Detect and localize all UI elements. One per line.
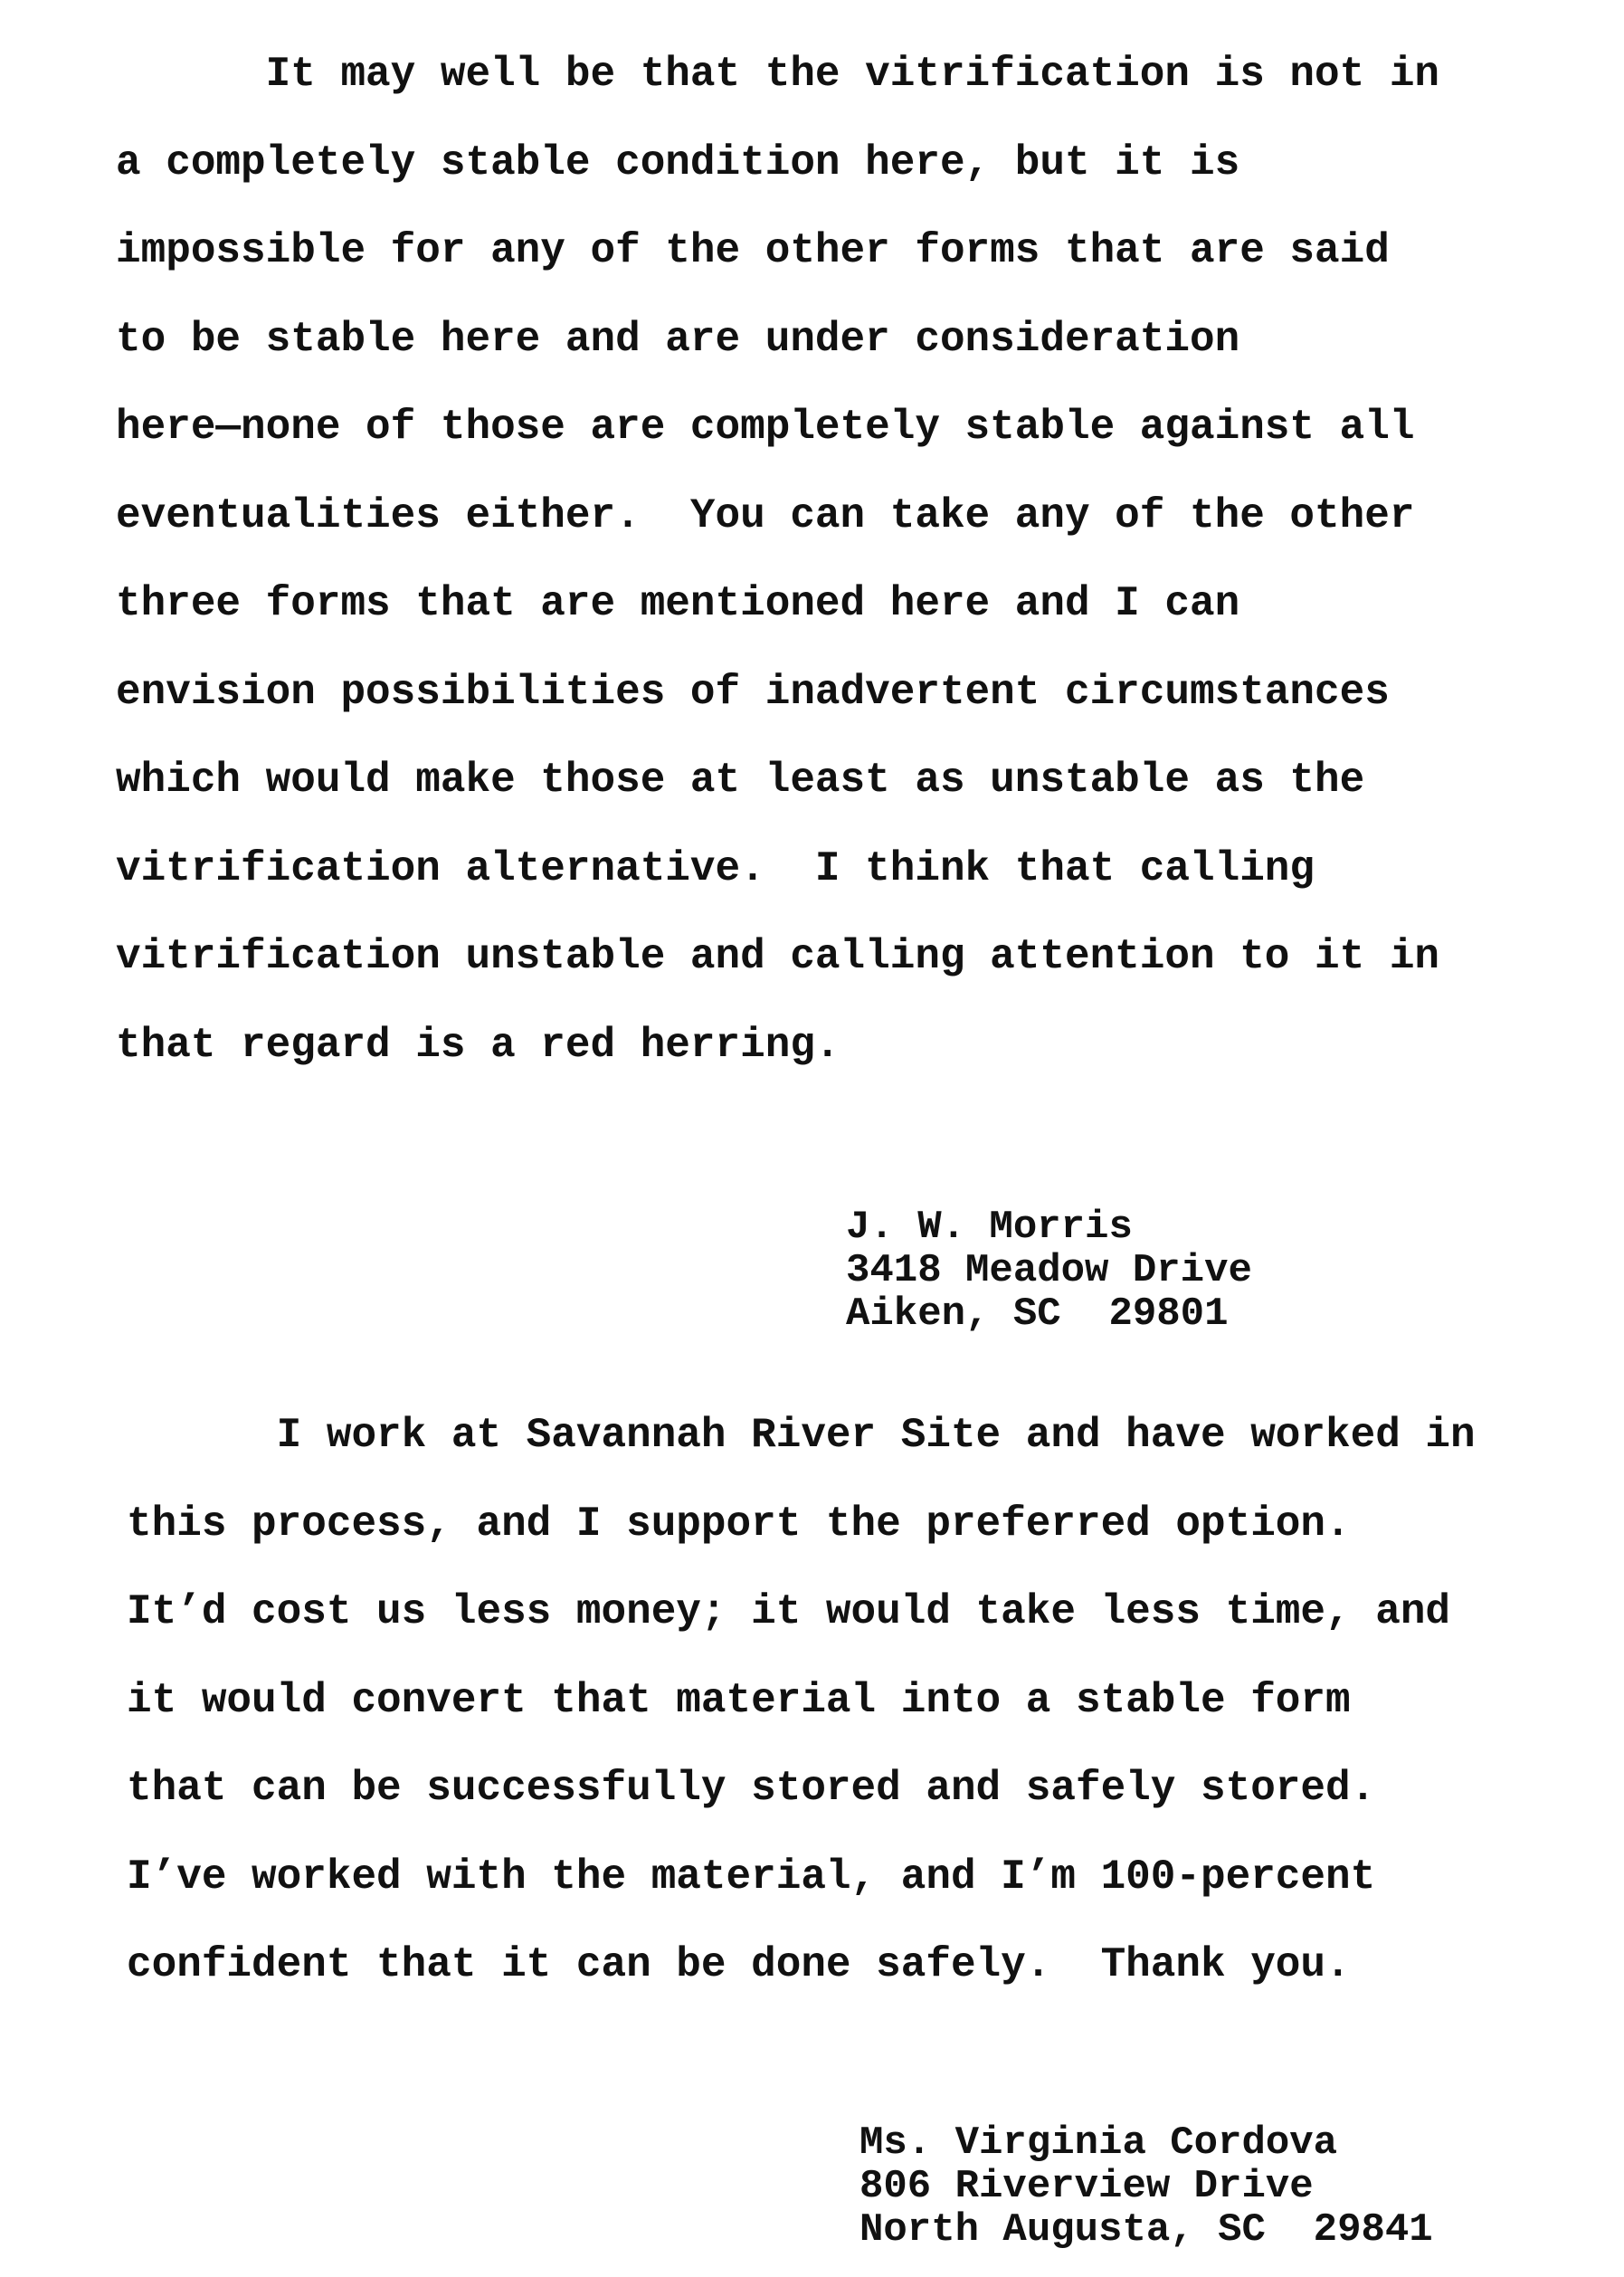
commenter-city-line: North Augusta, SC 29841	[859, 2207, 1433, 2253]
commenter-street: 3418 Meadow Drive	[846, 1248, 1252, 1293]
commenter-address-2	[859, 2121, 1433, 2252]
paragraph-line: three forms that are mentioned here and I can	[116, 580, 1240, 627]
comment-paragraph-2	[127, 1392, 1610, 2010]
paragraph-line: It may well be that the vitrification is not in	[116, 51, 1440, 98]
paragraph-line: It’d cost us less money; it would take less time, and	[127, 1588, 1451, 1635]
paragraph-line: envision possibilities of inadvertent circumstances	[116, 668, 1390, 716]
paragraph-line: that can be successfully stored and safely stored.	[127, 1765, 1376, 1812]
comment-paragraph-1	[116, 31, 1600, 1090]
paragraph-line: I’ve worked with the material, and I’m 100-percent	[127, 1853, 1376, 1901]
commenter-name: J. W. Morris	[846, 1205, 1133, 1250]
paragraph-line: impossible for any of the other forms that are said	[116, 227, 1390, 274]
commenter-city-line: Aiken, SC 29801	[846, 1291, 1229, 1337]
paragraph-line: to be stable here and are under consideration	[116, 315, 1240, 363]
commenter-street: 806 Riverview Drive	[859, 2164, 1314, 2209]
paragraph-line: that regard is a red herring.	[116, 1021, 840, 1069]
paragraph-line: vitrification unstable and calling attention to it in	[116, 933, 1440, 980]
commenter-name: Ms. Virginia Cordova	[859, 2120, 1338, 2166]
paragraph-line: here—none of those are completely stable against all	[116, 404, 1415, 451]
paragraph-line: a completely stable condition here, but it is	[116, 138, 1240, 186]
paragraph-line: confident that it can be done safely. Thank you.	[127, 1941, 1351, 1988]
paragraph-line: which would make those at least as unstable as the	[116, 757, 1365, 804]
paragraph-line: this process, and I support the preferred option.	[127, 1500, 1351, 1548]
paragraph-line: eventualities either. You can take any of the other	[116, 491, 1415, 539]
paragraph-line: vitrification alternative. I think that calling	[116, 844, 1315, 892]
paragraph-line: it would convert that material into a stable form	[127, 1676, 1351, 1724]
paragraph-line: I work at Savannah River Site and have worked in	[127, 1412, 1476, 1459]
commenter-address-1	[846, 1205, 1252, 1336]
